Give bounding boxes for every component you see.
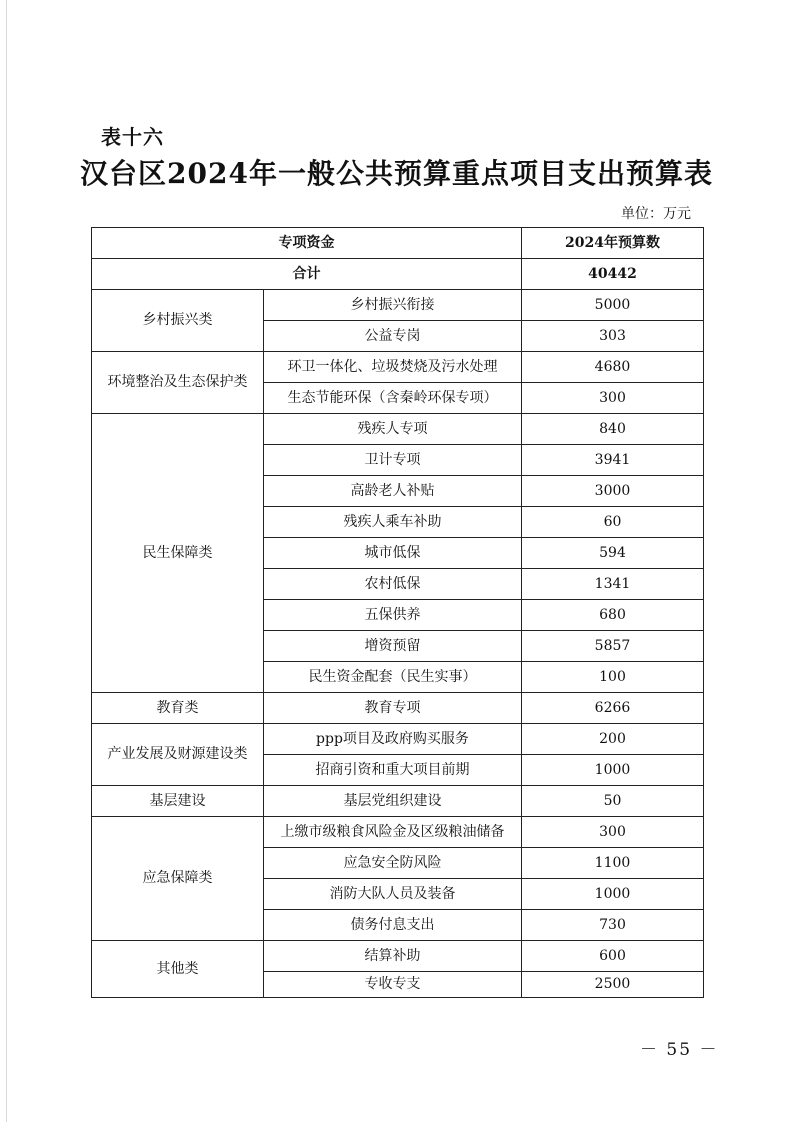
header-budget-amount: 2024年预算数 [522,228,704,259]
item-amount-cell: 50 [522,786,704,817]
item-amount-cell: 5857 [522,631,704,662]
item-amount-cell: 300 [522,817,704,848]
item-amount-cell: 1000 [522,755,704,786]
item-amount-cell: 1100 [522,848,704,879]
item-name-cell: 卫计专项 [264,445,522,476]
item-amount-cell: 840 [522,414,704,445]
budget-table [91,227,704,998]
item-name-cell: 农村低保 [264,569,522,600]
item-name-cell: 生态节能环保（含秦岭环保专项） [264,383,522,414]
table-row [92,941,704,972]
category-cell: 产业发展及财源建设类 [92,724,264,786]
item-name-cell: 残疾人乘车补助 [264,507,522,538]
item-amount-cell: 594 [522,538,704,569]
item-amount-cell: 1341 [522,569,704,600]
item-amount-cell: 730 [522,910,704,941]
item-name-cell: 上缴市级粮食风险金及区级粮油储备 [264,817,522,848]
item-amount-cell: 3000 [522,476,704,507]
item-amount-cell: 3941 [522,445,704,476]
item-amount-cell: 60 [522,507,704,538]
table-row [92,817,704,848]
item-amount-cell: 200 [522,724,704,755]
category-cell: 环境整治及生态保护类 [92,352,264,414]
unit-label: 单位：万元 [621,206,691,222]
item-name-cell: 城市低保 [264,538,522,569]
item-name-cell: 教育专项 [264,693,522,724]
item-amount-cell: 680 [522,600,704,631]
item-amount-cell: 300 [522,383,704,414]
table-number-label: 表十六 [101,125,164,149]
item-amount-cell: 4680 [522,352,704,383]
item-amount-cell: 5000 [522,290,704,321]
item-amount-cell: 1000 [522,879,704,910]
item-name-cell: 专收专支 [264,972,522,998]
budget-table-body [92,228,704,998]
table-row [92,290,704,321]
item-amount-cell: 6266 [522,693,704,724]
category-cell: 乡村振兴类 [92,290,264,352]
item-name-cell: 招商引资和重大项目前期 [264,755,522,786]
table-row [92,693,704,724]
header-special-funds: 专项资金 [92,228,522,259]
total-row [92,259,704,290]
item-name-cell: 结算补助 [264,941,522,972]
category-cell: 民生保障类 [92,414,264,693]
table-row [92,724,704,755]
page-number: － 55 － [640,1040,719,1060]
item-name-cell: 民生资金配套（民生实事） [264,662,522,693]
document-title: 汉台区2024年一般公共预算重点项目支出预算表 [80,157,713,190]
category-cell: 应急保障类 [92,817,264,941]
total-value: 40442 [522,259,704,290]
category-cell: 教育类 [92,693,264,724]
item-amount-cell: 600 [522,941,704,972]
item-name-cell: 基层党组织建设 [264,786,522,817]
item-name-cell: 残疾人专项 [264,414,522,445]
item-amount-cell: 100 [522,662,704,693]
item-name-cell: ppp项目及政府购买服务 [264,724,522,755]
item-name-cell: 应急安全防风险 [264,848,522,879]
category-cell: 其他类 [92,941,264,998]
item-name-cell: 债务付息支出 [264,910,522,941]
item-name-cell: 消防大队人员及装备 [264,879,522,910]
item-amount-cell: 2500 [522,972,704,998]
table-row [92,414,704,445]
item-name-cell: 乡村振兴衔接 [264,290,522,321]
item-name-cell: 五保供养 [264,600,522,631]
category-cell: 基层建设 [92,786,264,817]
item-name-cell: 高龄老人补贴 [264,476,522,507]
table-row [92,786,704,817]
item-name-cell: 公益专岗 [264,321,522,352]
item-name-cell: 环卫一体化、垃圾焚烧及污水处理 [264,352,522,383]
table-row [92,352,704,383]
item-name-cell: 增资预留 [264,631,522,662]
header-row [92,228,704,259]
item-amount-cell: 303 [522,321,704,352]
total-label: 合计 [92,259,522,290]
